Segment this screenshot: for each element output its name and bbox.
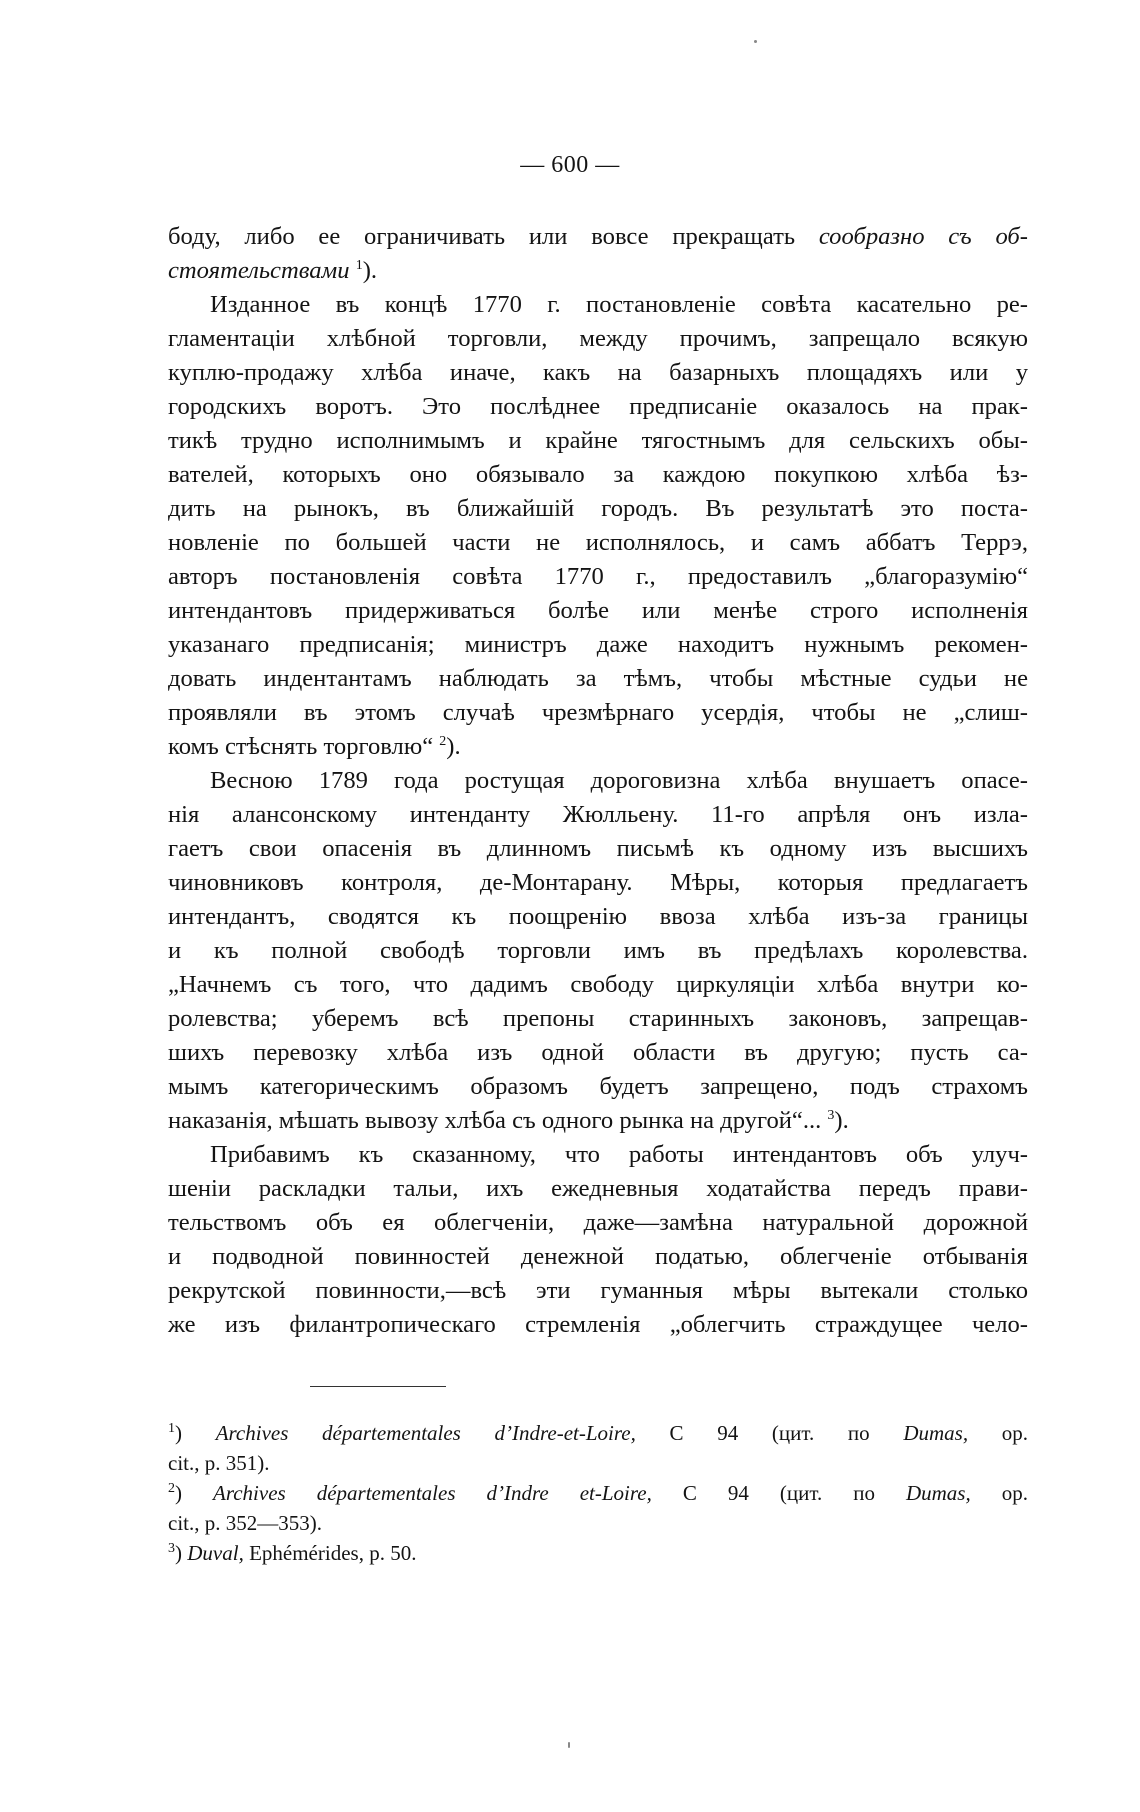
footnote-3 <box>168 1538 1028 1568</box>
text-span: С 94 (цит. по <box>651 1481 906 1505</box>
text-line: гаетъ свои опасенія въ длинномъ письмѣ къ одному изъ высшихъ <box>168 835 1028 862</box>
italic-span: Dumas, <box>905 1481 971 1505</box>
text-span: op. <box>968 1421 1029 1445</box>
text-span: комъ стѣснять торговлю“ <box>168 733 440 760</box>
text-span: op. <box>970 1481 1028 1505</box>
text-line: интендантъ, сводятся къ поощренію ввоза хлѣба изъ-за границы <box>168 903 1028 930</box>
text-line: тикѣ трудно исполнимымъ и крайне тягостнымъ для сельскихъ обы- <box>168 427 1028 454</box>
text-span: ) <box>175 1541 182 1565</box>
italic-span: Duval, <box>187 1541 244 1565</box>
text-span: Ephémérides, p. 50. <box>243 1541 417 1565</box>
text-line: и къ полной свободѣ торговли имъ въ предѣлахъ королевства. <box>168 937 1028 964</box>
page-number: — 600 — <box>520 152 620 178</box>
text-line: Прибавимъ къ сказанному, что работы интендантовъ объ улуч- <box>210 1141 1028 1168</box>
footnote-mark: 2 <box>168 1481 175 1496</box>
footnote-mark: 3 <box>168 1541 175 1556</box>
text-line: городскихъ воротъ. Это послѣднее предписаніе оказалось на прак- <box>168 393 1028 420</box>
text-span: ). <box>834 1107 849 1134</box>
text-line <box>168 220 1028 254</box>
italic-span: сообразно съ об- <box>818 223 1028 250</box>
paragraph-4 <box>168 1138 1028 1342</box>
scan-speck <box>754 40 757 43</box>
text-line: же изъ филантропическаго стремленія „облегчить страждущее чело- <box>168 1311 1028 1338</box>
footnote-line <box>168 1478 1028 1508</box>
text-line <box>168 730 1028 764</box>
text-line: дить на рынокъ, въ ближайшій городъ. Въ результатѣ это поста- <box>168 495 1028 522</box>
paragraph-3 <box>168 764 1028 1138</box>
footnote-ref[interactable]: 2 <box>439 733 447 749</box>
text-line <box>168 254 1028 288</box>
text-line: довать индентантамъ наблюдать за тѣмъ, чтобы мѣстные судьи не <box>168 665 1028 692</box>
text-line: указанаго предписанія; министръ даже находитъ нужнымъ рекомен- <box>168 631 1028 658</box>
footnote-mark: 1 <box>168 1421 175 1436</box>
text-line: интендантовъ придерживаться болѣе или менѣе строго исполненія <box>168 597 1028 624</box>
text-line: мымъ категорическимъ образомъ будетъ запрещено, подъ страхомъ <box>168 1073 1028 1100</box>
text-line: вателей, которыхъ оно обязывало за каждою покупкою хлѣба ѣз- <box>168 461 1028 488</box>
italic-span: Dumas, <box>903 1421 969 1445</box>
text-line: новленіе по большей части не исполнялось, и самъ аббатъ Террэ, <box>168 529 1028 556</box>
text-span: ) <box>175 1421 182 1445</box>
text-span: ) <box>175 1481 182 1505</box>
text-line <box>168 1104 1028 1138</box>
text-line: шихъ перевозку хлѣба изъ одной области въ другую; пусть са- <box>168 1039 1028 1066</box>
italic-span: Archives départementales d’Indre et-Loire, <box>213 1481 652 1505</box>
text-line: шеніи раскладки тальи, ихъ ежедневныя ходатайства передъ прави- <box>168 1175 1028 1202</box>
text-line: нія алансонскому интенданту Жюлльену. 11-го апрѣля онъ изла- <box>168 801 1028 828</box>
footnote-separator <box>310 1386 446 1387</box>
footnote-1 <box>168 1418 1028 1478</box>
text-line: куплю-продажу хлѣба иначе, какъ на базарныхъ площадяхъ или у <box>168 359 1028 386</box>
scan-speck <box>568 1742 570 1748</box>
text-span: С 94 (цит. по <box>635 1421 904 1445</box>
text-line: Изданное въ концѣ 1770 г. постановленіе совѣта касательно ре- <box>210 291 1028 318</box>
footnote-line <box>168 1538 1028 1568</box>
text-span: ). <box>362 257 378 284</box>
text-line: ролевства; уберемъ всѣ препоны старинныхъ законовъ, запрещав- <box>168 1005 1028 1032</box>
text-line: и подводной повинностей денежной податью, облегченіе отбыванія <box>168 1243 1028 1270</box>
footnotes <box>168 1418 1028 1568</box>
text-line: гламентаціи хлѣбной торговли, между прочимъ, запрещало всякую <box>168 325 1028 352</box>
text-line: чиновниковъ контроля, де-Монтарану. Мѣры, которыя предлагаетъ <box>168 869 1028 896</box>
footnote-line <box>168 1418 1028 1448</box>
text-line: тельствомъ объ ея облегченіи, даже—замѣна натуральной дорожной <box>168 1209 1028 1236</box>
footnote-ref[interactable]: 1 <box>355 257 363 273</box>
text-span: наказанія, мѣшать вывозу хлѣба съ одного рынка на другой“... <box>168 1107 828 1134</box>
text-span: ). <box>446 733 461 760</box>
text-span: боду, либо ее ограничивать или вовсе прекращать <box>168 223 819 250</box>
footnote-2 <box>168 1478 1028 1538</box>
footnote-line: cit., p. 352—353). <box>168 1511 322 1535</box>
italic-span: Archives départementales d’Indre-et-Loire, <box>215 1421 636 1445</box>
footnote-ref[interactable]: 3 <box>827 1107 835 1123</box>
body-text <box>168 220 1028 1342</box>
footnote-line: cit., p. 351). <box>168 1451 270 1475</box>
text-line: „Начнемъ съ того, что дадимъ свободу циркуляціи хлѣба внутри ко- <box>168 971 1028 998</box>
text-line: авторъ постановленія совѣта 1770 г., предоставилъ „благоразумію“ <box>168 563 1028 590</box>
paragraph-2 <box>168 288 1028 764</box>
italic-span: стоятельствами <box>168 257 350 284</box>
text-line: рекрутской повинности,—всѣ эти гуманныя мѣры вытекали столько <box>168 1277 1028 1304</box>
text-line: проявляли въ этомъ случаѣ чрезмѣрнаго усердія, чтобы не „слиш- <box>168 699 1028 726</box>
text-line: Весною 1789 года ростущая дороговизна хлѣба внушаетъ опасе- <box>210 767 1028 794</box>
paragraph-1 <box>168 220 1028 288</box>
